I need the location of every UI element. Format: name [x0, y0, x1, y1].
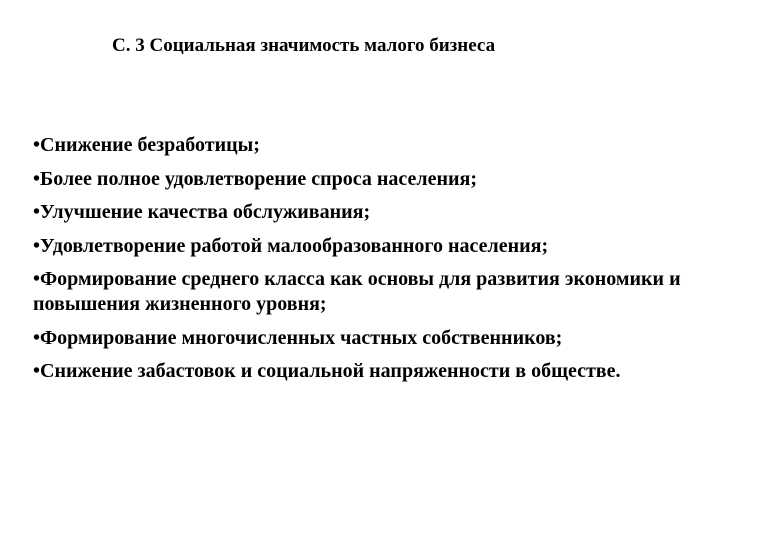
bullet-item-middle-class: •Формирование среднего класса как основы для развития экономики и повышения жизненного уровня;	[33, 268, 681, 315]
bullet-item-unemployment: •Снижение безработицы;	[33, 134, 260, 156]
bullet-item-service-quality: •Улучшение качества обслуживания;	[33, 201, 371, 223]
bullet-list	[33, 133, 713, 393]
bullet-item-strikes: •Снижение забастовок и социальной напряженности в обществе.	[33, 360, 621, 382]
bullet-item-private-owners: •Формирование многочисленных частных собственников;	[33, 326, 563, 349]
bullet-item-employment-satisfaction: •Удовлетворение работой малообразованного населения;	[33, 234, 549, 257]
slide-title: С. 3 Социальная значимость малого бизнеса	[112, 35, 496, 56]
bullet-item-demand: •Более полное удовлетворение спроса населения;	[33, 167, 478, 190]
